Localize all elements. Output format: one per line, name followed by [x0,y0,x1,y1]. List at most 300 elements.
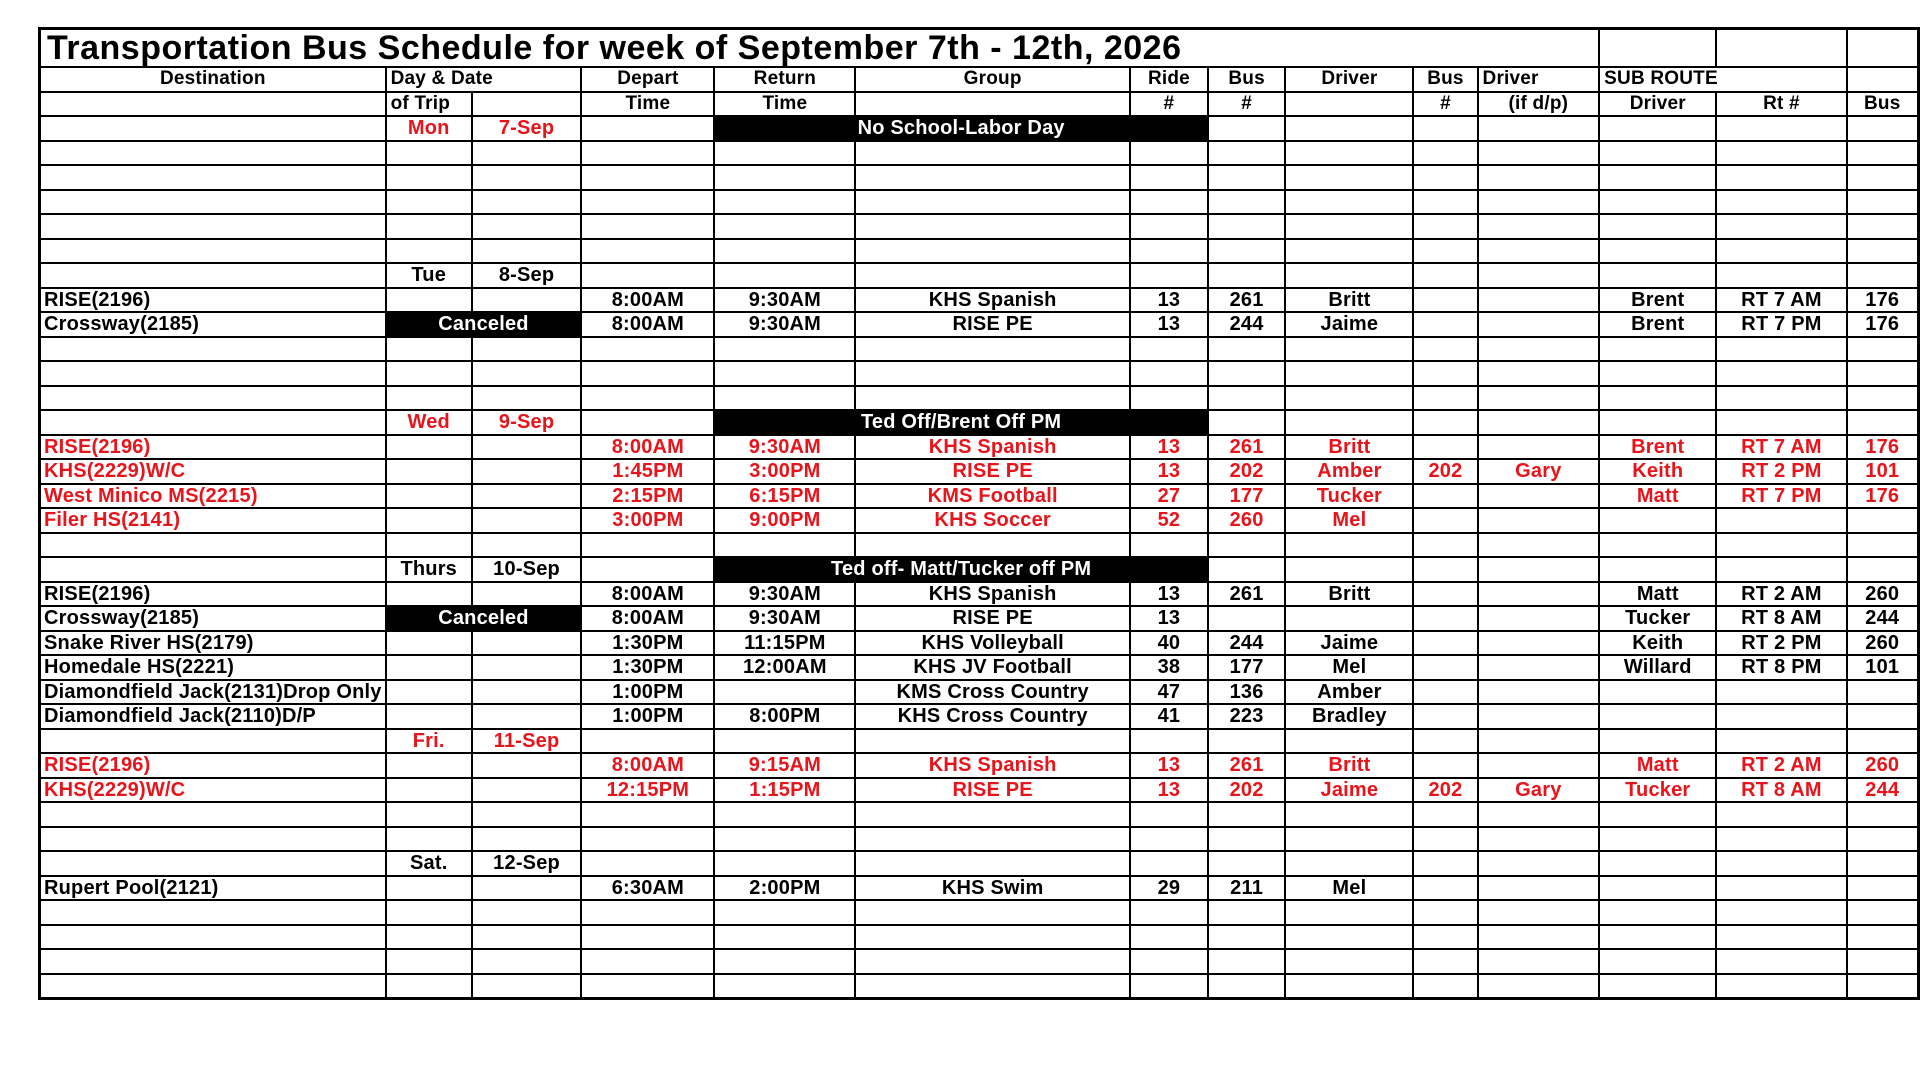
trip-row [40,778,1919,803]
empty-cell [472,484,581,509]
empty-cell [1413,900,1477,925]
empty-cell [472,778,581,803]
trip-row [40,704,1919,729]
empty-cell [1716,239,1846,264]
driver-cell: Britt [1285,288,1413,313]
empty-cell [581,165,714,190]
trip-row [40,288,1919,313]
empty-cell [1847,949,1919,974]
header-sub-route: SUB ROUTE [1599,67,1846,92]
empty-cell [855,851,1130,876]
empty-cell [1847,337,1919,362]
group-cell: RISE PE [855,778,1130,803]
bus-number-cell: 244 [1208,312,1286,337]
trip-row [40,484,1919,509]
sub-route-cell: RT 8 PM [1716,655,1846,680]
empty-cell [40,263,386,288]
return-time-cell: 9:30AM [714,288,855,313]
empty-cell [714,827,855,852]
empty-cell [1716,165,1846,190]
empty-cell [1599,729,1716,754]
empty-cell [581,239,714,264]
bus-number-cell: 136 [1208,680,1286,705]
destination-cell: KHS(2229)W/C [40,459,386,484]
destination-cell: Diamondfield Jack(2131)Drop Only [40,680,386,705]
empty-cell [472,753,581,778]
empty-cell [581,729,714,754]
day-date: 12-Sep [472,851,581,876]
empty-cell [40,116,386,141]
sub-route-cell [1716,704,1846,729]
empty-cell [386,288,472,313]
header-depart: Depart [581,67,714,92]
ride-number-cell: 13 [1130,606,1208,631]
empty-cell [581,361,714,386]
empty-cell [855,361,1130,386]
header-blank [472,92,581,117]
destination-cell: RISE(2196) [40,753,386,778]
empty-cell [581,263,714,288]
dp-bus-cell [1413,582,1477,607]
empty-cell [1847,239,1919,264]
blank-row [40,361,1919,386]
header-blank [1285,92,1413,117]
driver-cell: Britt [1285,753,1413,778]
empty-cell [1208,410,1286,435]
sub-driver-cell: Matt [1599,753,1716,778]
empty-cell [1130,802,1208,827]
dp-driver-cell [1478,753,1600,778]
return-time-cell: 9:30AM [714,435,855,460]
empty-cell [581,337,714,362]
empty-cell [1208,533,1286,558]
blank-row [40,165,1919,190]
empty-cell [1599,165,1716,190]
group-cell: KHS Spanish [855,435,1130,460]
empty-cell [1847,410,1919,435]
empty-cell [1599,827,1716,852]
empty-cell [386,435,472,460]
trip-row [40,631,1919,656]
empty-cell [1599,361,1716,386]
empty-cell [1285,802,1413,827]
empty-cell [386,655,472,680]
return-time-cell: 1:15PM [714,778,855,803]
empty-cell [1478,729,1600,754]
empty-cell [1599,974,1716,999]
empty-cell [40,557,386,582]
empty-cell [472,386,581,411]
sub-bus-cell [1847,876,1919,901]
blank-row [40,802,1919,827]
sub-driver-cell [1599,680,1716,705]
empty-cell [855,337,1130,362]
header-ride: Ride [1130,67,1208,92]
empty-cell [855,214,1130,239]
header-blank [40,92,386,117]
sub-bus-cell [1847,704,1919,729]
empty-cell [855,239,1130,264]
ride-number-cell: 47 [1130,680,1208,705]
empty-cell [714,214,855,239]
empty-cell [1285,557,1413,582]
empty-cell [1716,949,1846,974]
day-name: Sat. [386,851,472,876]
day-date: 8-Sep [472,263,581,288]
header-ride-number: # [1130,92,1208,117]
empty-cell [386,239,472,264]
dp-bus-cell [1413,876,1477,901]
group-cell: RISE PE [855,459,1130,484]
empty-cell [1716,925,1846,950]
empty-cell [386,508,472,533]
empty-cell [1130,827,1208,852]
empty-cell [386,141,472,166]
empty-cell [40,851,386,876]
destination-cell: Crossway(2185) [40,312,386,337]
empty-cell [1130,851,1208,876]
empty-cell [855,827,1130,852]
empty-cell [581,851,714,876]
empty-cell [1413,165,1477,190]
sub-bus-cell: 244 [1847,606,1919,631]
empty-cell [855,386,1130,411]
return-time-cell: 9:30AM [714,582,855,607]
empty-cell [714,141,855,166]
header-blank [855,92,1130,117]
group-cell: KMS Cross Country [855,680,1130,705]
empty-cell [1413,729,1477,754]
empty-cell [1478,190,1600,215]
dp-bus-cell [1413,680,1477,705]
dp-bus-cell [1413,606,1477,631]
empty-cell [714,190,855,215]
driver-cell: Jaime [1285,778,1413,803]
header-sub-driver: Driver [1599,92,1716,117]
depart-time-cell: 1:00PM [581,704,714,729]
sub-route-cell: RT 7 AM [1716,435,1846,460]
empty-cell [581,974,714,999]
empty-cell [1130,900,1208,925]
empty-cell [1716,802,1846,827]
empty-cell [581,190,714,215]
empty-cell [1716,263,1846,288]
empty-cell [1478,337,1600,362]
empty-cell [1208,239,1286,264]
header-of-trip: of Trip [386,92,472,117]
empty-cell [40,533,386,558]
ride-number-cell: 13 [1130,582,1208,607]
group-cell: KHS JV Football [855,655,1130,680]
dp-bus-cell [1413,312,1477,337]
empty-cell [472,655,581,680]
empty-cell [581,116,714,141]
empty-cell [386,631,472,656]
empty-cell [1285,974,1413,999]
empty-cell [1847,263,1919,288]
blank-row [40,214,1919,239]
empty-cell [714,851,855,876]
ride-number-cell: 41 [1130,704,1208,729]
empty-cell [386,802,472,827]
empty-cell [1208,851,1286,876]
destination-cell: KHS(2229)W/C [40,778,386,803]
schedule-body [40,29,1919,999]
day-name: Thurs [386,557,472,582]
empty-cell [472,827,581,852]
sub-route-cell [1716,508,1846,533]
empty-cell [1847,165,1919,190]
empty-cell [472,925,581,950]
empty-cell [472,190,581,215]
empty-cell [1130,361,1208,386]
empty-cell [1716,361,1846,386]
empty-cell [1285,116,1413,141]
bus-number-cell: 261 [1208,435,1286,460]
empty-cell [714,802,855,827]
header-depart-time: Time [581,92,714,117]
empty-cell [1285,851,1413,876]
empty-cell [472,533,581,558]
sub-route-cell: RT 7 PM [1716,484,1846,509]
trip-row [40,655,1919,680]
empty-cell [1478,900,1600,925]
empty-cell [472,704,581,729]
empty-cell [1130,214,1208,239]
sub-route-cell: RT 7 AM [1716,288,1846,313]
dp-driver-cell [1478,680,1600,705]
destination-cell: Snake River HS(2179) [40,631,386,656]
dp-driver-cell [1478,606,1600,631]
empty-cell [40,239,386,264]
driver-cell [1285,606,1413,631]
blank-row [40,141,1919,166]
empty-cell [1285,900,1413,925]
dp-bus-cell [1413,704,1477,729]
return-time-cell: 3:00PM [714,459,855,484]
depart-time-cell: 8:00AM [581,606,714,631]
group-cell: RISE PE [855,312,1130,337]
empty-cell [1478,949,1600,974]
empty-cell [472,900,581,925]
empty-cell [1599,116,1716,141]
empty-cell [1208,165,1286,190]
empty-cell [1285,141,1413,166]
sub-bus-cell: 101 [1847,459,1919,484]
sub-driver-cell [1599,876,1716,901]
empty-cell [1478,802,1600,827]
header-if-dp: (if d/p) [1478,92,1600,117]
empty-cell [1478,827,1600,852]
sub-driver-cell: Tucker [1599,606,1716,631]
dp-driver-cell [1478,484,1600,509]
empty-cell [1716,729,1846,754]
empty-cell [1478,263,1600,288]
header-driver: Driver [1285,67,1413,92]
empty-cell [386,533,472,558]
empty-cell [714,263,855,288]
empty-cell [1716,141,1846,166]
sub-bus-cell: 260 [1847,582,1919,607]
ride-number-cell: 29 [1130,876,1208,901]
empty-cell [1716,533,1846,558]
group-cell: KMS Football [855,484,1130,509]
empty-cell [1208,827,1286,852]
empty-cell [386,680,472,705]
empty-cell [1285,239,1413,264]
group-cell: RISE PE [855,606,1130,631]
empty-cell [1478,925,1600,950]
blank-row [40,900,1919,925]
destination-cell: Filer HS(2141) [40,508,386,533]
empty-cell [581,214,714,239]
bus-number-cell: 202 [1208,778,1286,803]
empty-cell [1599,925,1716,950]
header-bus: Bus [1208,67,1286,92]
empty-cell [40,410,386,435]
dp-driver-cell: Gary [1478,778,1600,803]
sub-route-cell: RT 2 PM [1716,459,1846,484]
sub-route-cell [1716,876,1846,901]
empty-cell [1847,974,1919,999]
destination-cell: RISE(2196) [40,582,386,607]
header-destination: Destination [40,67,386,92]
return-time-cell: 9:15AM [714,753,855,778]
destination-cell: RISE(2196) [40,288,386,313]
blank-row [40,925,1919,950]
bus-number-cell: 261 [1208,753,1286,778]
empty-cell [581,925,714,950]
trip-row [40,606,1919,631]
empty-cell [1285,361,1413,386]
header-sub-rt: Rt # [1716,92,1846,117]
empty-cell [1208,141,1286,166]
empty-cell [1285,190,1413,215]
empty-cell [1599,851,1716,876]
empty-cell [1599,386,1716,411]
empty-cell [1599,557,1716,582]
empty-cell [714,925,855,950]
destination-cell: Rupert Pool(2121) [40,876,386,901]
empty-cell [1208,974,1286,999]
empty-cell [1599,190,1716,215]
blank-row [40,239,1919,264]
empty-cell [386,484,472,509]
empty-cell [1413,851,1477,876]
empty-cell [1599,239,1716,264]
empty-cell [1208,263,1286,288]
sub-route-cell: RT 2 PM [1716,631,1846,656]
empty-cell [714,900,855,925]
empty-cell [386,165,472,190]
empty-cell [855,925,1130,950]
empty-cell [1716,851,1846,876]
empty-cell [1413,141,1477,166]
depart-time-cell: 1:30PM [581,631,714,656]
depart-time-cell: 8:00AM [581,435,714,460]
empty-cell [472,239,581,264]
empty-cell [472,214,581,239]
sub-driver-cell: Brent [1599,288,1716,313]
empty-cell [1847,214,1919,239]
empty-cell [1285,729,1413,754]
empty-cell [1285,263,1413,288]
empty-cell [1847,361,1919,386]
empty-cell [1716,214,1846,239]
header-return: Return [714,67,855,92]
sub-driver-cell: Matt [1599,582,1716,607]
depart-time-cell: 1:30PM [581,655,714,680]
empty-cell [1130,141,1208,166]
sub-bus-cell [1847,508,1919,533]
empty-cell [714,361,855,386]
driver-cell: Jaime [1285,631,1413,656]
bus-number-cell: 261 [1208,288,1286,313]
driver-cell: Mel [1285,508,1413,533]
empty-cell [581,900,714,925]
sub-route-cell: RT 8 AM [1716,606,1846,631]
trip-row [40,435,1919,460]
empty-cell [1599,337,1716,362]
depart-time-cell: 8:00AM [581,582,714,607]
empty-cell [1599,410,1716,435]
depart-time-cell: 1:00PM [581,680,714,705]
day-row [40,851,1919,876]
empty-cell [472,802,581,827]
empty-cell [1285,386,1413,411]
empty-cell [1599,263,1716,288]
return-time-cell: 12:00AM [714,655,855,680]
empty-cell [855,900,1130,925]
empty-cell [581,386,714,411]
empty-cell [1130,239,1208,264]
day-name: Fri. [386,729,472,754]
empty-cell [386,582,472,607]
empty-cell [1716,386,1846,411]
empty-cell [1208,729,1286,754]
bus-number-cell: 211 [1208,876,1286,901]
title-blank-cell [1599,29,1716,68]
empty-cell [1599,533,1716,558]
empty-cell [581,410,714,435]
ride-number-cell: 13 [1130,459,1208,484]
empty-cell [714,974,855,999]
empty-cell [1478,361,1600,386]
depart-time-cell: 8:00AM [581,288,714,313]
empty-cell [40,827,386,852]
driver-cell: Mel [1285,876,1413,901]
sub-route-cell: RT 2 AM [1716,582,1846,607]
destination-cell: West Minico MS(2215) [40,484,386,509]
ride-number-cell: 40 [1130,631,1208,656]
dp-bus-cell: 202 [1413,459,1477,484]
empty-cell [472,337,581,362]
empty-cell [1413,214,1477,239]
sub-driver-cell: Keith [1599,459,1716,484]
empty-cell [40,190,386,215]
empty-cell [855,974,1130,999]
empty-cell [1478,533,1600,558]
empty-cell [1847,386,1919,411]
empty-cell [1478,116,1600,141]
sub-bus-cell: 176 [1847,312,1919,337]
dp-bus-cell [1413,484,1477,509]
dp-driver-cell: Gary [1478,459,1600,484]
bus-number-cell: 177 [1208,655,1286,680]
empty-cell [40,386,386,411]
day-name: Tue [386,263,472,288]
empty-cell [472,141,581,166]
